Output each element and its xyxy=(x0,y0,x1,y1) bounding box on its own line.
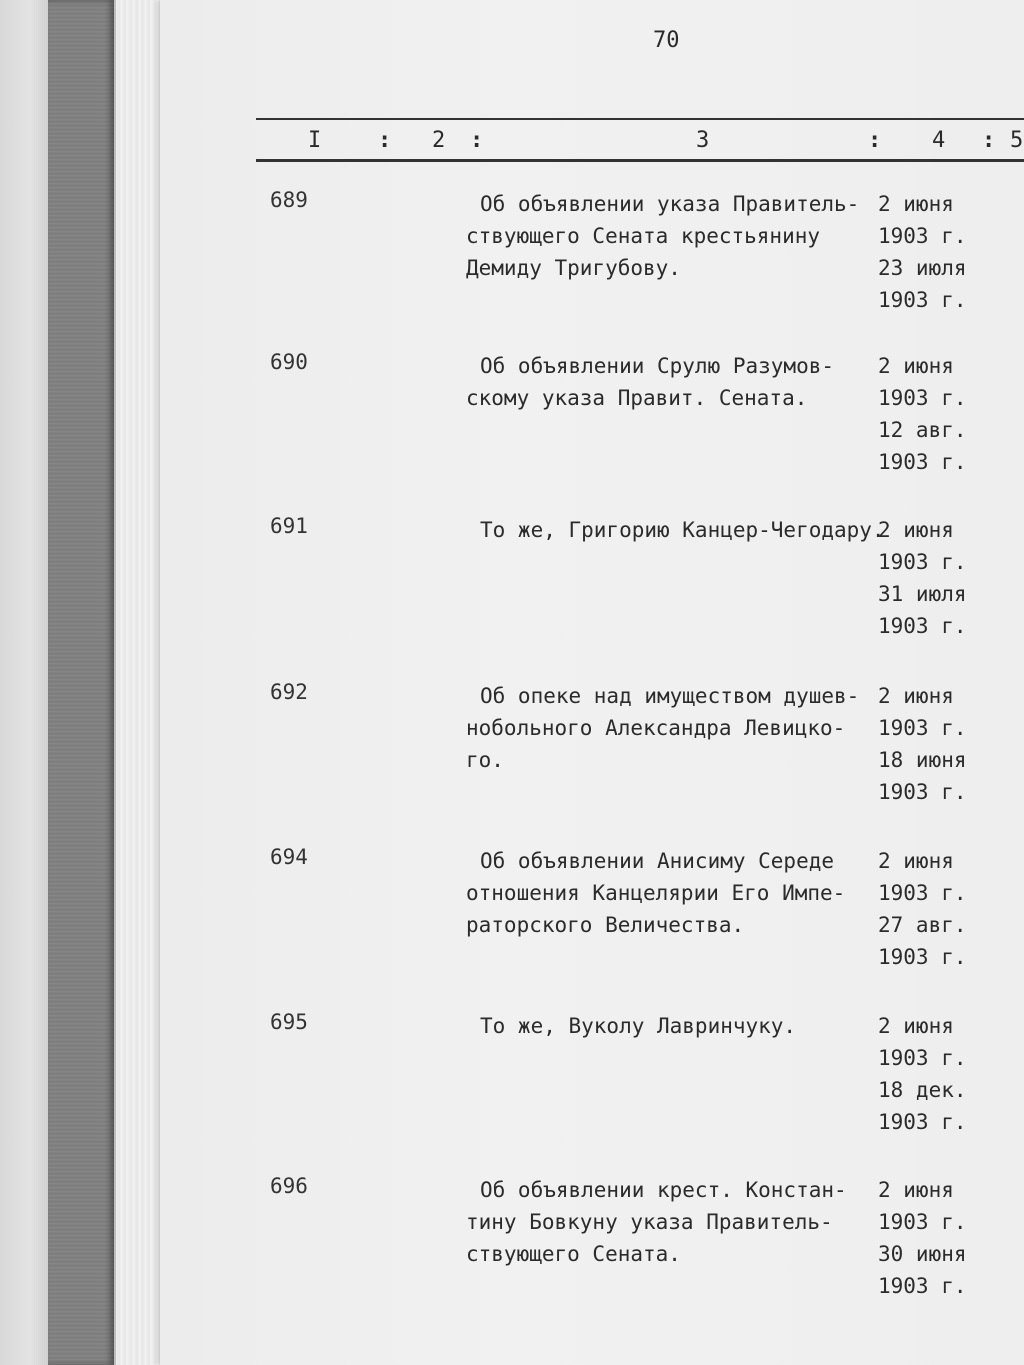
record-row xyxy=(160,845,1024,1005)
record-dates xyxy=(878,845,1024,973)
end-date: 31 июля xyxy=(878,582,967,606)
record-number: 696 xyxy=(270,1174,308,1198)
record-title: Об объявлении Срулю Разумов- скому указа Правит. Сената. xyxy=(466,354,835,410)
start-date: 2 июня xyxy=(878,1014,954,1038)
column-header-4: 4 xyxy=(932,128,946,153)
record-dates xyxy=(878,1010,1024,1138)
record-number: 695 xyxy=(270,1010,308,1034)
record-title: Об объявлении крест. Констан- тину Бовкуну указа Правитель- ствующего Сената. xyxy=(466,1178,847,1266)
start-date: 2 июня xyxy=(878,1178,954,1202)
record-title: То же, Вуколу Лавринчуку. xyxy=(480,1014,797,1038)
end-date: 12 авг. xyxy=(878,418,967,442)
start-year: 1903 г. xyxy=(878,224,967,248)
record-dates xyxy=(878,514,1024,642)
book-binding xyxy=(48,0,114,1365)
record-row xyxy=(160,514,1024,674)
record-dates xyxy=(878,350,1024,478)
page-edges xyxy=(114,0,164,1365)
column-separator: : xyxy=(982,128,996,153)
end-date: 30 июня xyxy=(878,1242,967,1266)
record-row xyxy=(160,1174,1024,1334)
column-separator: : xyxy=(378,128,392,153)
start-year: 1903 г. xyxy=(878,716,967,740)
record-row xyxy=(160,1010,1024,1170)
record-number: 692 xyxy=(270,680,308,704)
header-rule-bottom xyxy=(256,159,1024,162)
end-year: 1903 г. xyxy=(878,614,967,638)
column-header-3: 3 xyxy=(696,128,710,153)
start-date: 2 июня xyxy=(878,518,954,542)
record-title: Об объявлении указа Правитель- ствующего Сената крестьянину Демиду Тригубову. xyxy=(466,192,860,280)
start-year: 1903 г. xyxy=(878,386,967,410)
start-date: 2 июня xyxy=(878,192,954,216)
end-year: 1903 г. xyxy=(878,945,967,969)
start-date: 2 июня xyxy=(878,849,954,873)
column-header-5: 5 xyxy=(1010,128,1024,153)
record-dates xyxy=(878,680,1024,808)
column-separator: : xyxy=(868,128,882,153)
column-header-2: 2 xyxy=(432,128,446,153)
record-title: Об опеке над имуществом душев- нобольного Александра Левицко- го. xyxy=(466,684,860,772)
record-title: Об объявлении Анисиму Середе отношения Канцелярии Его Импе- раторского Величества. xyxy=(466,849,846,937)
header-rule-top xyxy=(256,118,1024,120)
start-year: 1903 г. xyxy=(878,881,967,905)
record-number: 694 xyxy=(270,845,308,869)
record-row xyxy=(160,680,1024,840)
record-dates xyxy=(878,188,1024,316)
end-year: 1903 г. xyxy=(878,1110,967,1134)
end-date: 18 дек. xyxy=(878,1078,967,1102)
record-dates xyxy=(878,1174,1024,1302)
start-date: 2 июня xyxy=(878,354,954,378)
document-page xyxy=(160,0,1024,1365)
start-date: 2 июня xyxy=(878,684,954,708)
record-number: 689 xyxy=(270,188,308,212)
desk-surface xyxy=(0,0,50,1365)
record-number: 691 xyxy=(270,514,308,538)
record-title: То же, Григорию Канцер-Чегодару. xyxy=(480,518,885,542)
end-year: 1903 г. xyxy=(878,288,967,312)
start-year: 1903 г. xyxy=(878,1210,967,1234)
end-year: 1903 г. xyxy=(878,450,967,474)
end-date: 23 июля xyxy=(878,256,967,280)
column-header-1: I xyxy=(308,128,322,153)
end-year: 1903 г. xyxy=(878,1274,967,1298)
record-row xyxy=(160,350,1024,510)
start-year: 1903 г. xyxy=(878,1046,967,1070)
end-year: 1903 г. xyxy=(878,780,967,804)
column-separator: : xyxy=(470,128,484,153)
end-date: 27 авг. xyxy=(878,913,967,937)
record-row xyxy=(160,188,1024,348)
start-year: 1903 г. xyxy=(878,550,967,574)
end-date: 18 июня xyxy=(878,748,967,772)
record-number: 690 xyxy=(270,350,308,374)
page-number: 70 xyxy=(653,28,680,53)
